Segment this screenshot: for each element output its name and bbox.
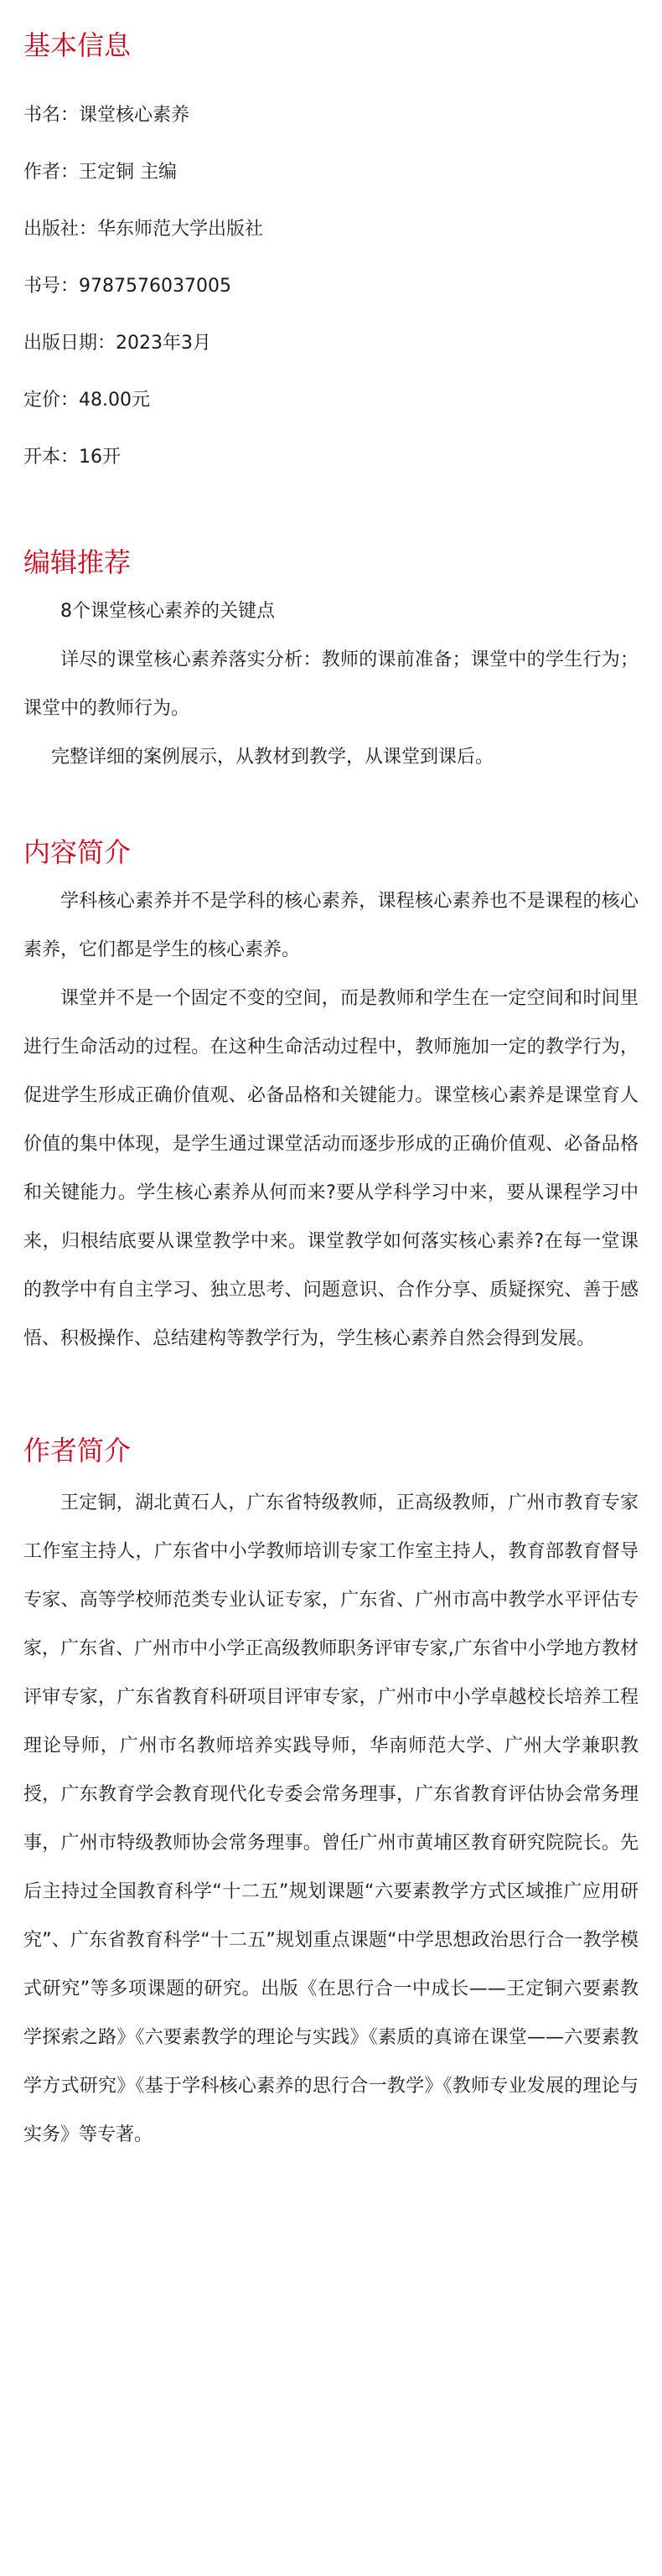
intro-paragraph: 学科核心素养并不是学科的核心素养，课程核心素养也不是课程的核心素养，它们都是学生的核心素养。 <box>23 891 639 960</box>
author-paragraph: 王定铜，湖北黄石人，广东省特级教师，正高级教师，广州市教育专家工作室主持人，广东省中小学教师培训专家工作室主持人，教育部教育督导专家、高等学校师范类专业认证专家，广东省、广州市高中教学水平评估专家，广东省、广州市中小学正高级教师职务评审专家,广东省中小学地方教材评审专家，广东省教育科研项目评审专家，广州市中小学卓越校长培养工程理论导师，广州市名教师培养实践导师，华南师范大学、广州大学兼职教授，广东教育学会教育现代化专委会常务理事，广东省教育评估协会常务理事，广州市特级教师协会常务理事。曾任广州市黄埔区教育研究院院长。先后主持过全国教育科学“十二五”规划课题“六要素教学方式区域推广应用研究”、广东省教育科学“十二五”规划重点课题“中学思想政治思行合一教学模式研究”等多项课题的研究。出版《在思行合一中成长——王定铜六要素教学探索之路》《六要素教学的理论与实践》《素质的真谛在课堂——六要素教学方式研究》《基于学科核心素养的思行合一教学》《教师专业发展的理论与实务》等专著。 <box>23 1492 639 2145</box>
info-publish-date: 出版日期：2023年3月 <box>23 333 211 354</box>
info-format: 开本：16开 <box>23 447 121 468</box>
recommend-paragraph: 完整详细的案例展示，从教材到教学，从课堂到课后。 <box>51 747 494 768</box>
book-info-page <box>0 27 662 2160</box>
section-title-basic-info: 基本信息 <box>23 29 132 61</box>
info-publisher: 出版社：华东师范大学出版社 <box>23 219 264 240</box>
recommend-paragraph: 详尽的课堂核心素养落实分析：教师的课前准备；课堂中的学生行为；课堂中的教师行为。 <box>23 649 639 719</box>
info-price: 定价：48.00元 <box>23 390 150 411</box>
intro-paragraph: 课堂并不是一个固定不变的空间，而是教师和学生在一定空间和时间里进行生命活动的过程。在这种生命活动过程中，教师施加一定的教学行为，促进学生形成正确价值观、必备品格和关键能力。课堂核心素养是课堂育人价值的集中体现，是学生通过课堂活动而逐步形成的正确价值观、必备品格和关键能力。学生核心素养从何而来?要从学科学习中来，要从课程学习中来，归根结底要从课堂教学中来。课堂教学如何落实核心素养?在每一堂课的教学中有自主学习、独立思考、问题意识、合作分享、质疑探究、善于感悟、积极操作、总结建构等教学行为，学生核心素养自然会得到发展。 <box>23 988 639 1349</box>
recommend-paragraph: 8个课堂核心素养的关键点 <box>60 601 275 622</box>
section-title-recommend: 编辑推荐 <box>23 546 132 578</box>
section-title-author: 作者简介 <box>23 1435 132 1466</box>
info-author: 作者：王定铜 主编 <box>23 162 177 183</box>
info-title: 书名：课堂核心素养 <box>23 105 190 126</box>
section-title-intro: 内容简介 <box>23 836 132 868</box>
info-isbn: 书号：9787576037005 <box>23 276 231 297</box>
